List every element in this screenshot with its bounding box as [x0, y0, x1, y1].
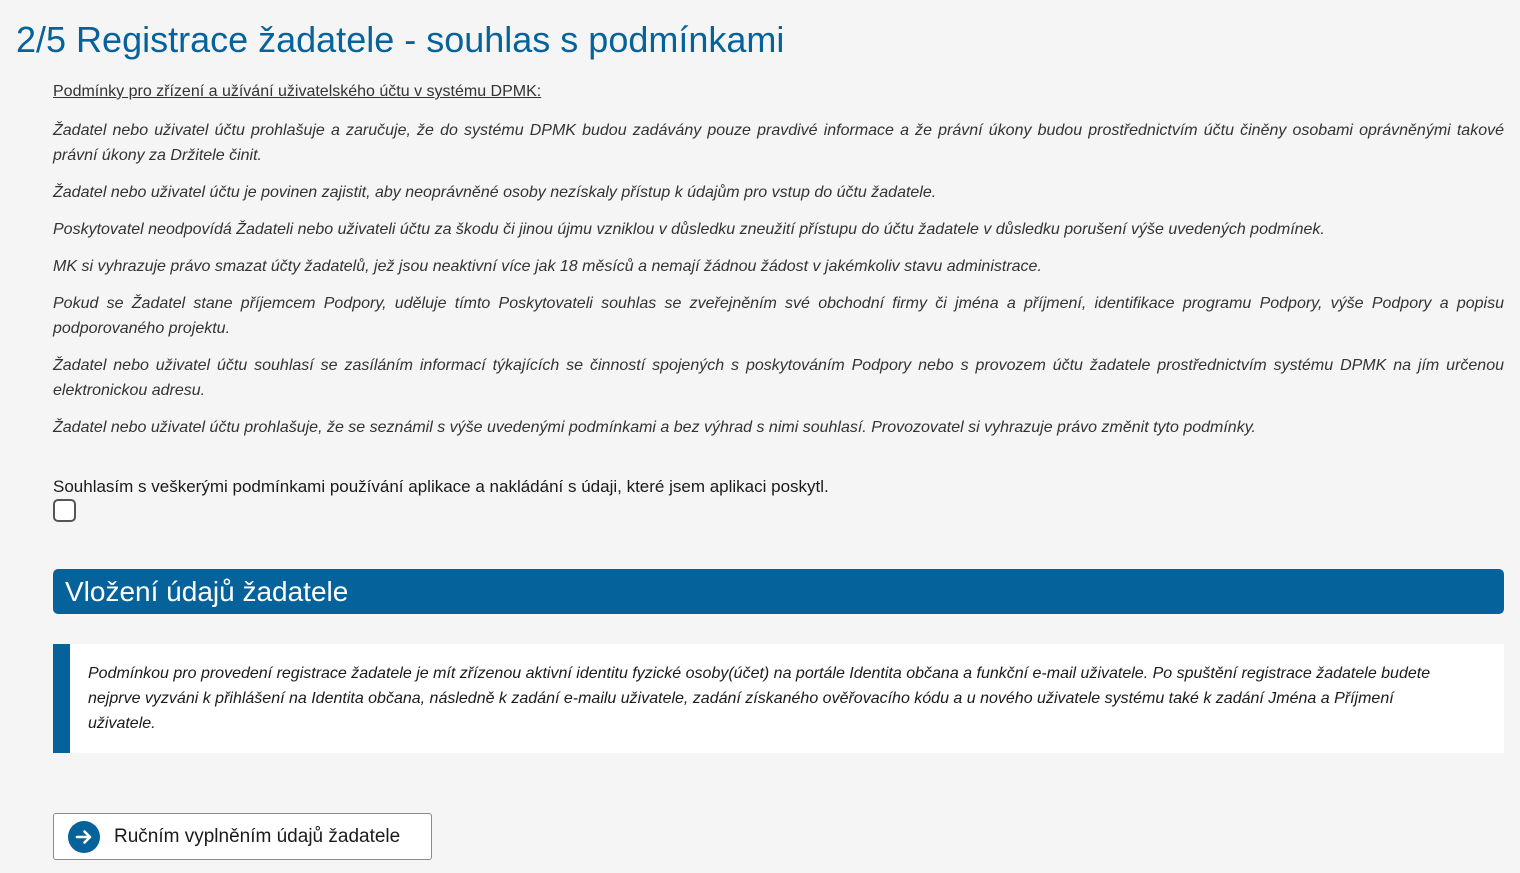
terms-paragraph: MK si vyhrazuje právo smazat účty žadatelů, jež jsou neaktivní více jak 18 měsíců a nemají žádnou žádost v jakémkoliv stavu administrace. [53, 258, 1042, 275]
consent-label: Souhlasím s veškerými podmínkami používání aplikace a nakládání s údaji, které jsem aplikaci poskytl. [53, 477, 829, 496]
section-title: Vložení údajů žadatele [65, 576, 349, 607]
info-text: Podmínkou pro provedení registrace žadatele je mít zřízenou aktivní identitu fyzické osoby(účet) na portále Identita občana a funkční e-mail uživatele. Po spuštění registrace žadatele budete nejprve vyzváni k přihlášení na Identita občana, následně k zadání e-mailu uživatele, zadání získaného ověřovacího kódu a u nového uživatele systému také k zadání Jména a Příjmení uživatele. [88, 665, 1431, 732]
manual-fill-button[interactable] [53, 813, 432, 860]
consent-group [53, 476, 829, 522]
info-box [53, 644, 1504, 753]
section-header [53, 569, 1504, 614]
arrow-right-circle-icon [68, 821, 100, 853]
terms-paragraph: Poskytovatel neodpovídá Žadateli nebo uživateli účtu za škodu či jinou újmu vzniklou v důsledku zneužití přístupu do účtu žadatele v důsledku porušení výše uvedených podmínek. [53, 221, 1325, 238]
manual-fill-label: Ručním vyplněním údajů žadatele [114, 825, 401, 847]
terms-paragraph: Žadatel nebo uživatel účtu je povinen zajistit, aby neoprávněné osoby nezískaly přístup k údajům pro vstup do účtu žadatele. [53, 184, 937, 201]
terms-section [53, 82, 1504, 452]
info-accent-bar [53, 644, 70, 753]
terms-paragraph: Žadatel nebo uživatel účtu souhlasí se zasíláním informací týkajících se činností spojených s poskytováním Podpory nebo s provozem účtu žadatele prostřednictvím systému DPMK na jím určenou elektronickou adresu. [53, 357, 1504, 399]
terms-paragraph: Žadatel nebo uživatel účtu prohlašuje a zaručuje, že do systému DPMK budou zadávány pouze pravdivé informace a že právní úkony budou prostřednictvím účtu činěny osobami oprávněnými takové právní úkony za Držitele činit. [53, 122, 1504, 164]
consent-checkbox[interactable] [53, 499, 76, 522]
terms-paragraph: Žadatel nebo uživatel účtu prohlašuje, že se seznámil s výše uvedenými podmínkami a bez výhrad s nimi souhlasí. Provozovatel si vyhrazuje právo změnit tyto podmínky. [53, 419, 1256, 436]
page-title: 2/5 Registrace žadatele - souhlas s podmínkami [16, 19, 785, 60]
terms-heading: Podmínky pro zřízení a užívání uživatelského účtu v systému DPMK: [53, 83, 542, 100]
terms-paragraph: Pokud se Žadatel stane příjemcem Podpory, uděluje tímto Poskytovateli souhlas se zveřejněním své obchodní firmy či jména a příjmení, identifikace programu Podpory, výše Podpory a popisu podporovaného projektu. [53, 295, 1504, 337]
